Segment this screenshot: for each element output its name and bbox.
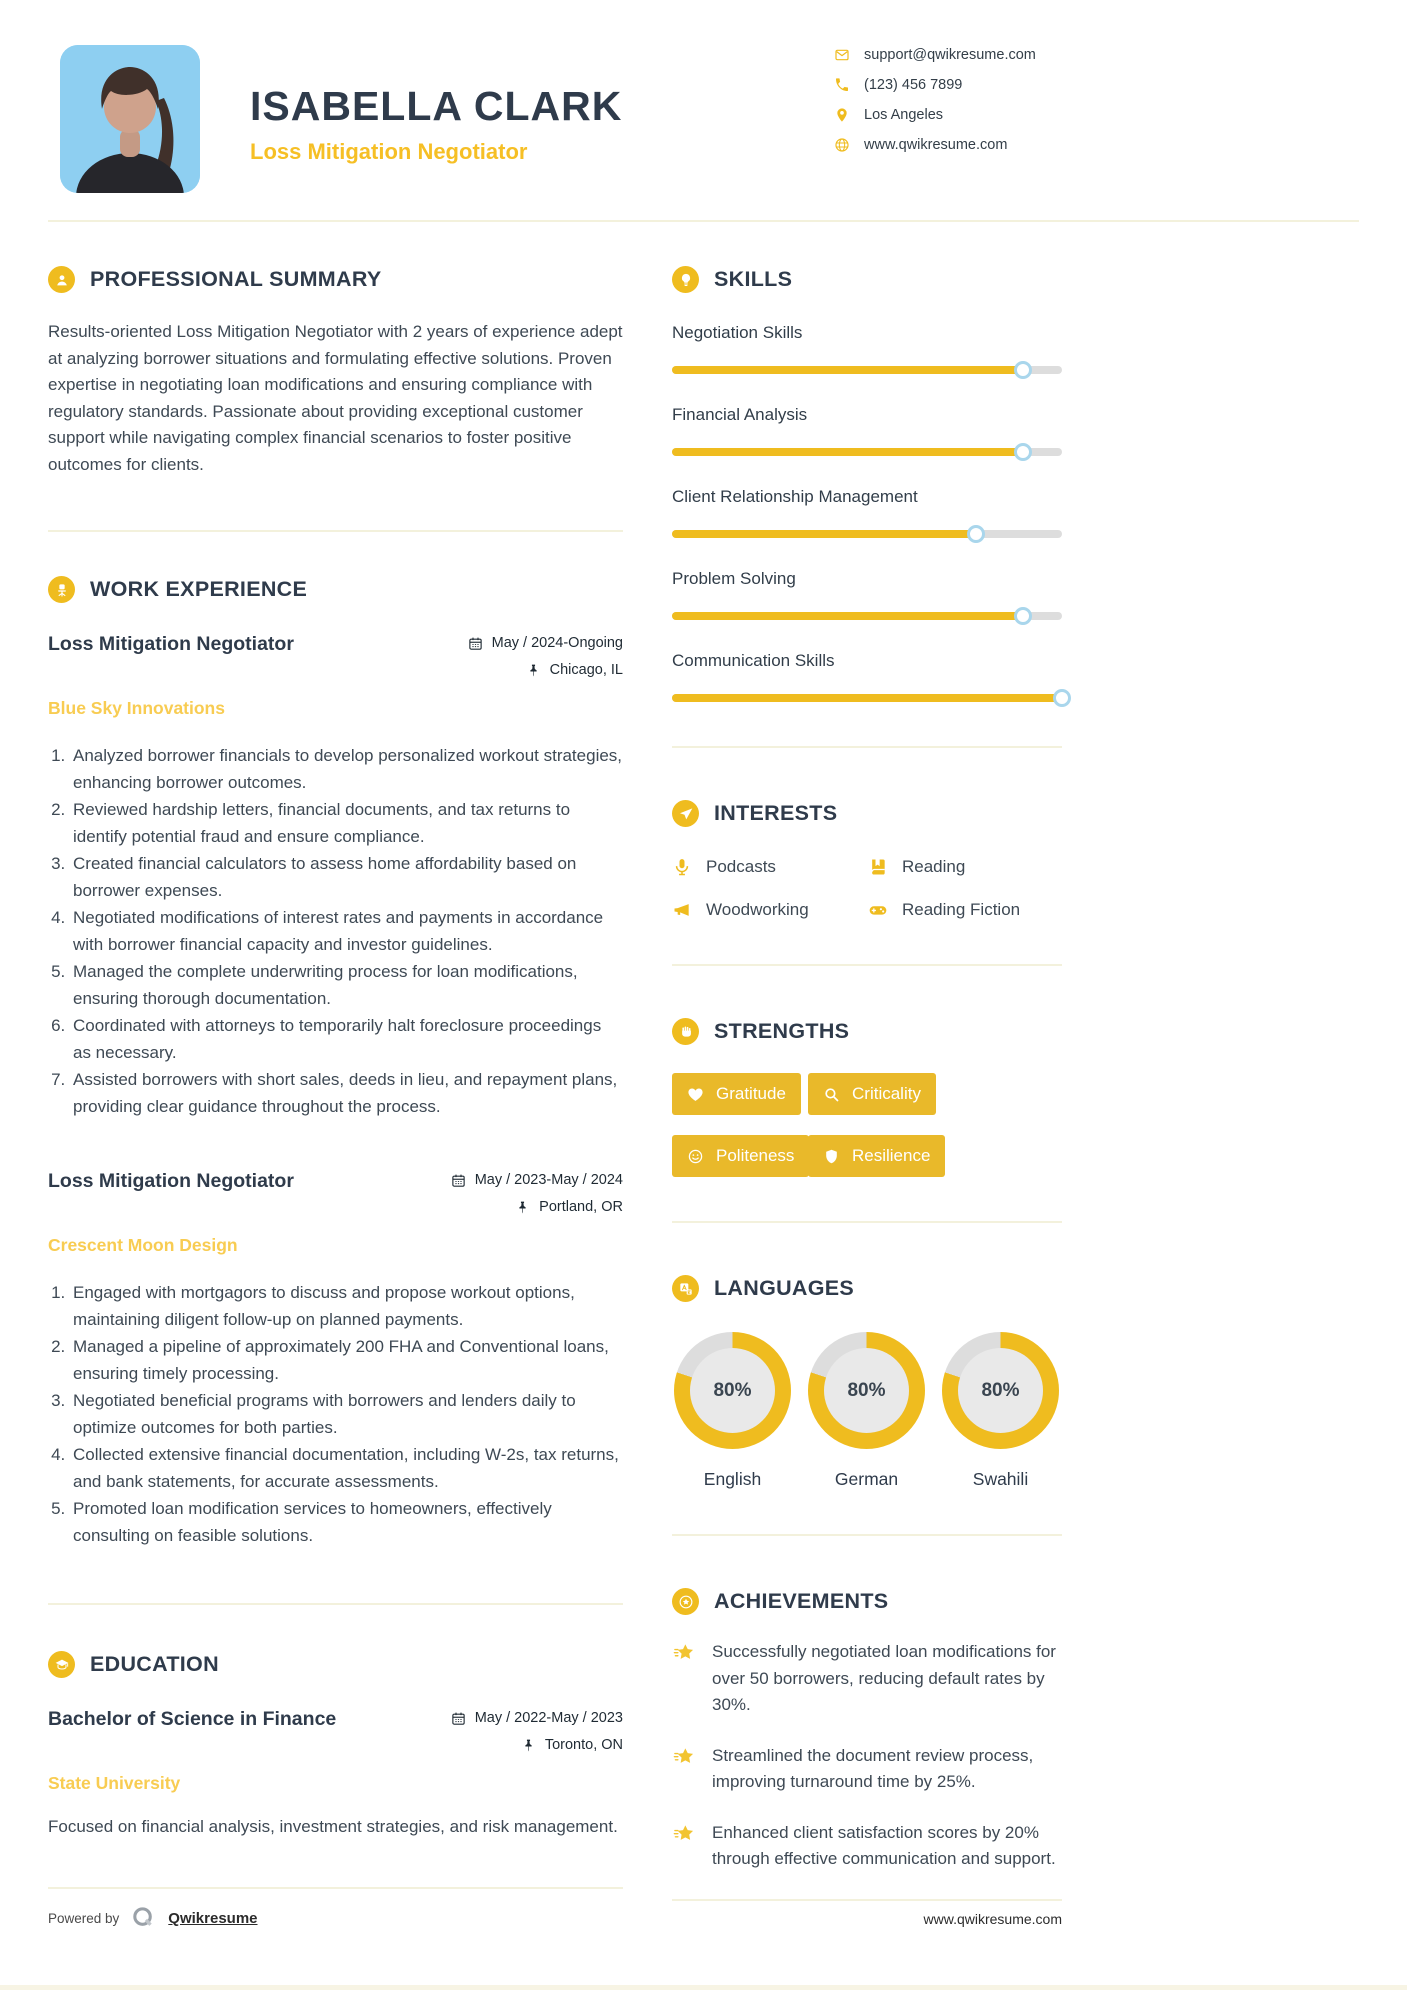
medal-star-icon — [672, 1588, 699, 1615]
person-icon — [48, 266, 75, 293]
interest-item — [672, 900, 868, 920]
language-name: German — [834, 1469, 899, 1489]
skill-bar-track — [672, 530, 1062, 538]
languages-section — [672, 1275, 1062, 1490]
donut-hole — [958, 1348, 1043, 1433]
skills-title: SKILLS — [714, 267, 793, 291]
interests-title: INTERESTS — [714, 801, 838, 825]
skill-bar-knob — [1014, 361, 1032, 379]
skill-name: Client Relationship Management — [672, 487, 918, 506]
interest-item — [672, 857, 868, 877]
contact-text: (123) 456 7899 — [864, 77, 963, 93]
calendar-icon — [451, 1711, 466, 1726]
skill-bar-fill — [672, 530, 976, 538]
job-location-row — [451, 1199, 623, 1215]
star-icon — [672, 1822, 697, 1847]
skill-bar-fill — [672, 612, 1023, 620]
education-description: Focused on financial analysis, investment strategies, and risk management. — [48, 1817, 618, 1836]
powered-by-text: Powered by — [48, 1911, 120, 1926]
star-icon — [672, 1745, 697, 1770]
person-title: Loss Mitigation Negotiator — [250, 139, 528, 165]
megaphone-icon — [672, 900, 692, 920]
languages-title: LANGUAGES — [714, 1276, 855, 1300]
strength-chip — [808, 1073, 936, 1115]
strength-label: Politeness — [716, 1146, 795, 1165]
right-column — [672, 266, 1062, 1901]
achievement-item — [672, 1639, 1062, 1719]
job-dates: May / 2023-May / 2024 — [474, 1172, 623, 1188]
profile-photo — [60, 45, 200, 193]
job-title: Loss Mitigation Negotiator — [48, 633, 294, 655]
contact-text: Los Angeles — [864, 107, 944, 123]
school-name: State University — [48, 1773, 181, 1793]
pin-icon — [521, 1738, 536, 1753]
calendar-icon — [451, 1173, 466, 1188]
book-icon — [868, 857, 888, 877]
divider — [672, 964, 1062, 966]
divider — [672, 1534, 1062, 1536]
education-section — [48, 1651, 623, 1841]
contact-text: www.qwikresume.com — [864, 137, 1008, 153]
summary-heading — [48, 266, 623, 293]
achievement-text: Enhanced client satisfaction scores by 20% through effective communication and support. — [712, 1822, 1056, 1868]
job-bullet: 6. Coordinated with attorneys to temporarily halt foreclosure proceedings as necessary. — [70, 1013, 623, 1066]
interest-item — [868, 857, 1062, 877]
contact-list — [834, 47, 1062, 167]
divider — [672, 746, 1062, 748]
skill-bar-knob — [1053, 689, 1071, 707]
education-dates-row — [451, 1710, 623, 1726]
footer-website-link[interactable]: www.qwikresume.com — [923, 1910, 1062, 1927]
heart-icon — [687, 1086, 704, 1103]
job-bullet: 4. Negotiated modifications of interest rates and payments in accordance with borrower financial capacity and investor guidelines. — [70, 905, 623, 958]
graduation-cap-icon — [48, 1651, 75, 1678]
interest-label: Podcasts — [706, 857, 776, 876]
achievement-item — [672, 1820, 1062, 1873]
language-percent: 80% — [713, 1379, 752, 1401]
job-bullet: 2. Reviewed hardship letters, financial documents, and tax returns to identify potential fraud and ensure compliance. — [70, 797, 623, 850]
skill-bar-fill — [672, 694, 1062, 702]
person-name: ISABELLA CLARK — [250, 83, 623, 129]
job-bullet-list — [48, 743, 623, 1120]
education-header — [48, 1708, 623, 1764]
language-donut-chart — [942, 1332, 1059, 1449]
job-dates-row — [468, 635, 623, 651]
achievements-heading — [672, 1588, 1062, 1615]
achievement-text: Successfully negotiated loan modifications for over 50 borrowers, reducing default rates by 30%. — [712, 1642, 1056, 1714]
job-bullet: 3. Created financial calculators to assess home affordability based on borrower expenses. — [70, 851, 623, 904]
job-entry — [48, 1170, 623, 1549]
education-entry — [48, 1708, 623, 1841]
work-heading — [48, 576, 623, 603]
job-location: Chicago, IL — [549, 662, 623, 678]
strengths-section — [672, 1018, 1062, 1177]
summary-section — [48, 266, 623, 478]
skill-item — [672, 323, 1062, 374]
job-header — [48, 633, 623, 689]
achievement-item — [672, 1743, 1062, 1796]
education-meta — [451, 1710, 623, 1764]
contact-item[interactable] — [834, 137, 1062, 153]
smiley-icon — [687, 1148, 704, 1165]
achievements-list — [672, 1639, 1062, 1873]
job-bullet: 5. Promoted loan modification services to homeowners, effectively consulting on feasible solutions. — [70, 1496, 623, 1549]
contact-text: support@qwikresume.com — [864, 47, 1036, 63]
pin-icon — [526, 663, 541, 678]
skill-bar-track — [672, 366, 1062, 374]
skill-bar-track — [672, 694, 1062, 702]
strengths-heading — [672, 1018, 1062, 1045]
shield-icon — [823, 1148, 840, 1165]
identity-block — [250, 85, 622, 165]
microphone-icon — [672, 857, 692, 877]
qwikresume-logo-icon — [130, 1905, 157, 1932]
languages-list — [672, 1332, 1062, 1490]
job-list — [48, 633, 623, 1549]
divider — [48, 530, 623, 532]
person-portrait-illustration — [60, 45, 200, 193]
job-bullet: 1. Analyzed borrower financials to develop personalized workout strategies, enhancing borrower outcomes. — [70, 743, 623, 796]
education-heading — [48, 1651, 623, 1678]
pin-icon — [515, 1200, 530, 1215]
powered-by-block — [48, 1905, 258, 1932]
job-title: Loss Mitigation Negotiator — [48, 1170, 294, 1192]
translate-icon — [672, 1275, 699, 1302]
summary-title: PROFESSIONAL SUMMARY — [90, 267, 382, 291]
company-name: Crescent Moon Design — [48, 1235, 238, 1255]
strength-chip — [808, 1135, 945, 1177]
skill-item — [672, 651, 1062, 702]
summary-text: Results-oriented Loss Mitigation Negotiator with 2 years of experience adept at analyzing borrower situations and formulating effective solutions. Proven expertise in negotiating loan modifications and ensuring compliance with regulatory standards. Passionate about providing exceptional customer support while navigating complex financial scenarios to foster positive outcomes for clients. — [48, 322, 623, 474]
footer — [48, 1905, 1062, 1932]
skill-item — [672, 405, 1062, 456]
email-icon — [834, 47, 850, 63]
location-icon — [834, 107, 850, 123]
interests-heading — [672, 800, 1062, 827]
header-divider — [48, 220, 1359, 222]
education-title: EDUCATION — [90, 1652, 219, 1676]
interest-label: Woodworking — [706, 900, 809, 919]
language-name: English — [703, 1469, 762, 1489]
language-donut-chart — [808, 1332, 925, 1449]
skill-bar-track — [672, 612, 1062, 620]
star-icon — [672, 1641, 697, 1666]
office-chair-icon — [48, 576, 75, 603]
lightbulb-icon — [672, 266, 699, 293]
education-location: Toronto, ON — [544, 1737, 623, 1753]
skill-item — [672, 487, 1062, 538]
job-bullet: 5. Managed the complete underwriting process for loan modifications, ensuring thorough documentation. — [70, 959, 623, 1012]
languages-heading — [672, 1275, 1062, 1302]
degree-title: Bachelor of Science in Finance — [48, 1708, 337, 1730]
job-dates: May / 2024-Ongoing — [491, 635, 623, 651]
strength-label: Gratitude — [716, 1084, 786, 1103]
strength-label: Resilience — [852, 1146, 931, 1165]
divider — [672, 1899, 1062, 1901]
company-name: Blue Sky Innovations — [48, 698, 225, 718]
interests-section — [672, 800, 1062, 920]
divider — [672, 1221, 1062, 1223]
skill-name: Problem Solving — [672, 569, 796, 588]
language-percent: 80% — [981, 1379, 1020, 1401]
phone-icon — [834, 77, 850, 93]
strength-chip — [672, 1073, 801, 1115]
fist-icon — [672, 1018, 699, 1045]
interest-label: Reading — [902, 857, 966, 876]
job-header — [48, 1170, 623, 1226]
job-location: Portland, OR — [539, 1199, 623, 1215]
qwikresume-brand-link[interactable]: Qwikresume — [168, 1910, 258, 1927]
globe-icon — [834, 137, 850, 153]
strength-chip — [672, 1135, 809, 1177]
skills-list — [672, 323, 1062, 702]
calendar-icon — [468, 636, 483, 651]
left-column — [48, 266, 623, 1901]
contact-item[interactable] — [834, 77, 1062, 93]
job-bullet: 7. Assisted borrowers with short sales, deeds in lieu, and repayment plans, providing clear guidance throughout the process. — [70, 1067, 623, 1120]
achievements-section — [672, 1588, 1062, 1901]
skill-bar-knob — [1014, 443, 1032, 461]
achievements-title: ACHIEVEMENTS — [714, 1589, 889, 1613]
job-meta — [468, 635, 623, 689]
search-icon — [823, 1086, 840, 1103]
divider — [48, 1887, 623, 1889]
contact-item[interactable] — [834, 107, 1062, 123]
job-dates-row — [451, 1172, 623, 1188]
language-donut-chart — [674, 1332, 791, 1449]
work-title: WORK EXPERIENCE — [90, 577, 308, 601]
job-bullet: 2. Managed a pipeline of approximately 200 FHA and Conventional loans, ensuring timely processing. — [70, 1334, 623, 1387]
donut-hole — [690, 1348, 775, 1433]
language-item — [940, 1332, 1061, 1490]
job-bullet-list — [48, 1280, 623, 1549]
language-name: Swahili — [972, 1469, 1029, 1489]
donut-hole — [824, 1348, 909, 1433]
paper-plane-icon — [672, 800, 699, 827]
education-location-row — [451, 1737, 623, 1753]
job-meta — [451, 1172, 623, 1226]
job-bullet: 1. Engaged with mortgagors to discuss and propose workout options, maintaining diligent follow-up on planned payments. — [70, 1280, 623, 1333]
skill-name: Negotiation Skills — [672, 323, 803, 342]
achievement-text: Streamlined the document review process, improving turnaround time by 25%. — [712, 1745, 1034, 1791]
strengths-title: STRENGTHS — [714, 1019, 850, 1043]
skill-bar-track — [672, 448, 1062, 456]
strength-label: Criticality — [852, 1084, 921, 1103]
skill-bar-knob — [1014, 607, 1032, 625]
skills-section — [672, 266, 1062, 702]
job-bullet: 3. Negotiated beneficial programs with borrowers and lenders daily to optimize outcomes for both parties. — [70, 1388, 623, 1441]
skill-name: Financial Analysis — [672, 405, 808, 424]
skills-heading — [672, 266, 1062, 293]
interests-list — [672, 857, 1062, 920]
main-content — [48, 266, 1062, 1901]
skill-bar-fill — [672, 448, 1023, 456]
page-bottom-strip — [0, 1985, 1407, 1990]
skill-name: Communication Skills — [672, 651, 835, 670]
language-percent: 80% — [847, 1379, 886, 1401]
strengths-list — [672, 1073, 1062, 1177]
divider — [48, 1603, 623, 1605]
language-item — [806, 1332, 927, 1490]
skill-item — [672, 569, 1062, 620]
skill-bar-fill — [672, 366, 1023, 374]
game-controller-icon — [868, 900, 888, 920]
contact-item[interactable] — [834, 47, 1062, 63]
education-dates: May / 2022-May / 2023 — [474, 1710, 623, 1726]
interest-item — [868, 900, 1062, 920]
header — [48, 45, 1062, 193]
interest-label: Reading Fiction — [902, 900, 1021, 919]
job-bullet: 4. Collected extensive financial documentation, including W-2s, tax returns, and bank statements, for accurate assessments. — [70, 1442, 623, 1495]
work-experience-section — [48, 576, 623, 1549]
language-item — [672, 1332, 793, 1490]
skill-bar-knob — [967, 525, 985, 543]
job-location-row — [468, 662, 623, 678]
job-entry — [48, 633, 623, 1120]
